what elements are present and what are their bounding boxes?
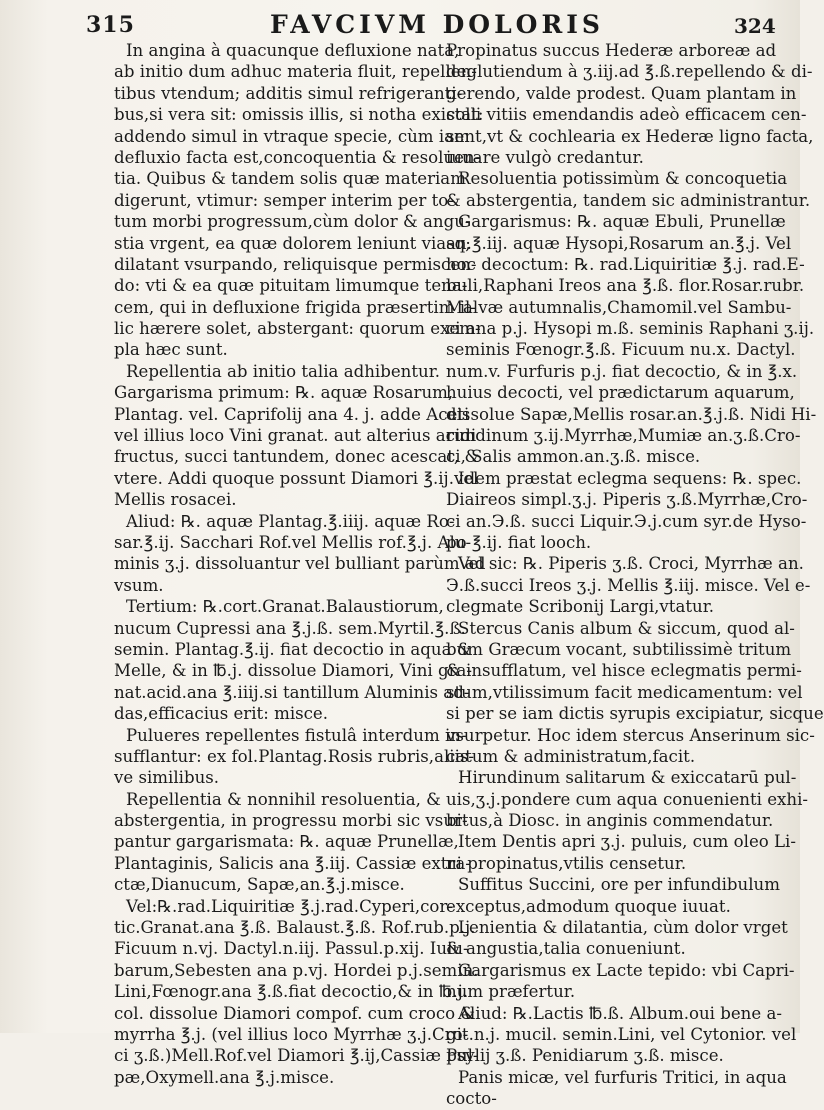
text-line: po ℥.ij. fiat looch. [446,532,592,552]
text-line: fructus, succi tantundem, donec acescat, & [114,447,480,467]
text-line: & insufflatum, vel hisce eclegmatis permi- [446,661,802,681]
text-line: num præfertur. [446,982,576,1002]
text-line: Mellis rosacei. [114,490,237,510]
text-line: Vel sic: ℞. Piperis ʒ.ß. Croci, Myrrhæ an. [458,554,804,574]
text-line: Stercus Canis album & siccum, quod al- [458,618,795,638]
text-line: rundinum ʒ.ij.Myrrhæ,Mumiæ an.ʒ.ß.Cro- [446,426,801,446]
text-line: Repellentia & nonnihil resoluentia, & [126,789,441,809]
text-line: deglutiendum à ʒ.iij.ad ℥.ß.repellendo & di- [446,62,813,82]
text-line: Plantaginis, Salicis ana ℥.iij. Cassiæ extra- [114,853,471,873]
text-line: Vel:℞.rad.Liquiritiæ ℥.j.rad.Cyperi,cor- [126,896,453,916]
text-line: Malvæ autumnalis,Chamomil.vel Sambu- [446,297,792,317]
running-title: FAVCIVM DOLORIS [270,10,604,39]
text-line: dissolue Sapæ,Mellis rosar.an.℥.j.ß. Nidi Hi- [446,404,817,424]
text-line: Gargarismus: ℞. aquæ Ebuli, Prunellæ [458,212,786,232]
text-line: catum & administratum,facit. [446,746,696,766]
text-line: & angustia,talia conueniunt. [446,939,686,959]
text-line: myrrha ℥.j. (vel illius loco Myrrhæ ʒ.j.Cro- [114,1024,469,1044]
text-line: si per se iam dictis syrupis excipiatur, sicque [446,704,824,724]
text-line: Aliud: ℞.Lactis ℔.ß. Album.oui bene a- [458,1003,782,1023]
text-line: semin. Plantag.℥.ij. fiat decoctio in aqua & [114,639,472,659]
text-line: vtere. Addi quoque possunt Diamori ℥.ij.vel [114,468,479,488]
text-line: pæ,Oxymell.ana ℥.j.misce. [114,1067,335,1087]
text-line: Ficuum n.vj. Dactyl.n.iij. Passul.p.xij. Iuiu- [114,939,469,959]
text-line: Melle, & in ℔.j. dissolue Diamori, Vini gra- [114,661,473,681]
text-line: sufflantur: ex fol.Plantag.Rosis rubris,aliis- [114,746,475,766]
text-line: Lenientia & dilatantia, cùm dolor vrget [458,918,788,938]
text-line: dilatant vsurpando, reliquisque permiscen- [114,254,477,274]
page-header [0,10,800,44]
text-line: sar.℥.ij. Sacchari Rof.vel Mellis rof.℥.j. Alu- [114,532,472,552]
text-line: bitus,à Diosc. in anginis commendatur. [446,811,774,831]
text-line: das,efficacius erit: misce. [114,704,329,724]
text-line: Gargarismus ex Lacte tepido: vbi Capri- [458,960,795,980]
text-line: nucum Cupressi ana ℥.j.ß. sem.Myrtil.℥.ß. [114,618,466,638]
text-line: ci ana p.j. Hysopi m.ß. seminis Raphani ʒ.ij. [446,319,815,339]
text-line: uis,ʒ.j.pondere cum aqua conuenienti exhi- [446,789,808,809]
text-line: Panis micæ, vel furfuris Tritici, in aqua [458,1067,787,1087]
text-line: an.℥.iij. aquæ Hysopi,Rosarum an.℥.j. Vel [446,233,792,253]
text-line: huius decocti, vel prædictarum aquarum, [446,383,795,403]
text-line: ci, Salis ammon.an.ʒ.ß. misce. [446,447,701,467]
text-line: addendo simul in vtraque specie, cùm iam [114,126,470,146]
text-line: gerendo, valde prodest. Quam plantam in [446,83,797,103]
text-line: In angina à quacunque defluxione nata, [126,41,460,60]
text-line: sent,vt & cochlearia ex Hederæ ligno facta, [446,126,814,146]
page-number-left: 315 [86,12,135,38]
text-line: pantur gargarismata: ℞. aquæ Prunellæ, [114,832,459,852]
page-number-right: 324 [734,14,776,38]
text-line: Idem præstat eclegma sequens: ℞. spec. [458,468,802,488]
text-line: tic.Granat.ana ℥.ß. Balaust.℥.ß. Rof.rub.p.j. [114,918,476,938]
text-line: git.n.j. mucil. semin.Lini, vel Cytonior. vel [446,1024,797,1044]
text-line: Item Dentis apri ʒ.j. puluis, cum oleo Li- [458,832,796,852]
text-line: vsum. [114,575,164,595]
text-line: Hirundinum salitarum & exiccatarū pul- [458,768,797,788]
text-line: clegmate Scribonij Largi,vtatur. [446,597,715,617]
text-line: ci ʒ.ß.)Mell.Rof.vel Diamori ℥.ij,Cassiæ pul- [114,1046,479,1066]
text-line: Repellentia ab initio talia adhibentur. [126,361,441,381]
text-line: tibus vtendum; additis simul refrigeranti- [114,83,463,103]
text-line: col. dissolue Diamori compof. cum croco & [114,1003,476,1023]
text-line: Gargarisma primum: ℞. aquæ Rosarum, [114,383,454,403]
text-line: Aliud: ℞. aquæ Plantag.℥.iiij. aquæ Ro- [126,511,455,531]
text-line: lic hærere solet, abstergant: quorum exem- [114,319,481,339]
right-text-column [446,40,824,1110]
text-line: Tertium: ℞.cort.Granat.Balaustiorum, [126,597,444,617]
text-line: tum morbi progressum,cùm dolor & angu- [114,212,471,232]
text-line: minis ʒ.j. dissoluantur vel bulliant parùm ad [114,554,486,574]
text-line: exceptus,admodum quoque iuuat. [446,896,731,916]
text-line: abstergentia, in progressu morbi sic vsur- [114,811,468,831]
text-line: nat.acid.ana ℥.iiij.si tantillum Aluminis ad- [114,682,470,702]
text-line: ve similibus. [114,768,220,788]
text-line: bus,si vera sit: omissis illis, si notha existat: [114,105,484,125]
text-line: Propinatus succus Hederæ arboreæ ad [446,41,777,60]
text-line: buli,Raphani Ireos ana ℥.ß. flor.Rosar.rubr. [446,276,805,296]
text-line: ab initio dum adhuc materia fluit, repellen- [114,62,477,82]
text-line: vel illius loco Vini granat. aut alterius acidi [114,426,477,446]
text-line: Suffitus Succini, ore per infundibulum [458,875,780,895]
text-line: bum Græcum vocant, subtilissimè tritum [446,639,792,659]
text-line: colli vitiis emendandis adeò efficacem cen- [446,105,807,125]
text-line: Diaireos simpl.ʒ.j. Piperis ʒ.ß.Myrrhæ,Cro- [446,490,808,510]
text-line: vsurpetur. Hoc idem stercus Anserinum sic- [446,725,815,745]
text-line: stia vrgent, ea quæ dolorem leniunt viasq; [114,233,471,253]
text-line: hoc decoctum: ℞. rad.Liquiritiæ ℥.j. rad.E- [446,254,805,274]
text-line: ctæ,Dianucum, Sapæ,an.℥.j.misce. [114,875,405,895]
text-line: pla hæc sunt. [114,340,228,360]
text-line: defluxio facta est,concoquentia & resoluen- [114,147,481,167]
text-line: Lini,Fœnogr.ana ℥.ß.fiat decoctio,& in ℔.j. [114,982,469,1002]
text-line: seminis Fœnogr.℥.ß. Ficuum nu.x. Dactyl. [446,340,796,360]
text-line: iuuare vulgò credantur. [446,147,644,167]
text-line: barum,Sebesten ana p.vj. Hordei p.j.semin. [114,960,479,980]
text-line: cocto- [446,1089,497,1109]
text-line: do: vti & ea quæ pituitam limumque tena- [114,276,468,296]
text-line: Э.ß.succi Ireos ʒ.j. Mellis ℥.iij. misce. Vel e- [446,575,811,595]
text-line: digerunt, vtimur: semper interim per to- [114,190,454,210]
text-line: stum,vtilissimum facit medicamentum: vel [446,682,803,702]
text-line: cem, qui in defluxione frigida præsertim il- [114,297,476,317]
text-line: num.v. Furfuris p.j. fiat decoctio, & in ℥.x. [446,361,798,381]
text-line: Psylij ʒ.ß. Penidiarum ʒ.ß. misce. [446,1046,724,1066]
text-line: ni propinatus,vtilis censetur. [446,853,687,873]
left-text-column [114,40,486,1088]
text-line: ci an.Э.ß. succi Liquir.Э.j.cum syr.de Hyso- [446,511,807,531]
text-line: tia. Quibus & tandem solis quæ materiam [114,169,466,189]
text-line: Plantag. vel. Caprifolij ana 4. j. adde Aceti [114,404,470,424]
text-line: Pulueres repellentes fistulâ interdum in- [126,725,467,745]
text-line: Resoluentia potissimùm & concoquetia [458,169,788,189]
text-line: & abstergentia, tandem sic administrantur. [446,190,811,210]
